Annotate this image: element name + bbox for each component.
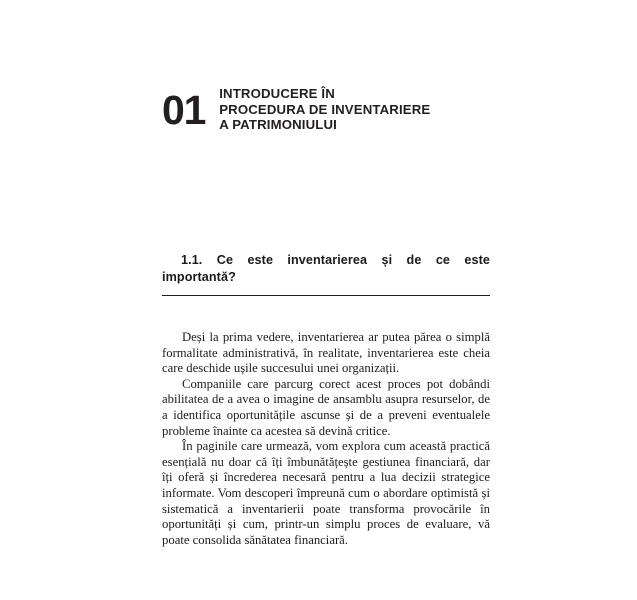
body-paragraph: În paginile care urmează, vom explora cum această practică esențială nu doar că îți îmbunătățește gestiunea financiară, dar îți oferă și încrederea necesară pentru a lua decizii strategice informate. Vom descoperi împreună cum o abordare optimistă și sistematică a inventarierii poate transforma provocările în oportunități și cum, printr-un simplu proces de evaluare, vă poate consolida sănătatea financiară. — [162, 439, 490, 547]
body-paragraph: Companiile care parcurg corect acest proces pot dobândi abilitatea de a avea o imagine de ansamblu asupra resurselor, de a identifica oportunitățile ascunse și de a preveni eventualele probleme înainte ca acestea să devină critice. — [162, 376, 490, 438]
chapter-title-line-3: A PATRIMONIULUI — [219, 117, 337, 132]
body-paragraph: Deși la prima vedere, inventarierea ar putea părea o simplă formalitate administrativă, în realitate, inventarierea este cheia care deschide ușile succesului unei organizații. — [162, 330, 490, 376]
chapter-number: 01 — [162, 86, 206, 133]
section-heading: 1.1. Ce este inventarierea și de ce este importantă? — [162, 253, 490, 284]
body-copy — [162, 330, 490, 548]
chapter-title-line-1: INTRODUCERE ÎN — [219, 86, 335, 101]
section-divider — [162, 295, 490, 296]
chapter-title-line-2: PROCEDURA DE INVENTARIERE — [219, 101, 431, 117]
chapter-header — [162, 86, 492, 133]
chapter-title — [219, 86, 492, 133]
